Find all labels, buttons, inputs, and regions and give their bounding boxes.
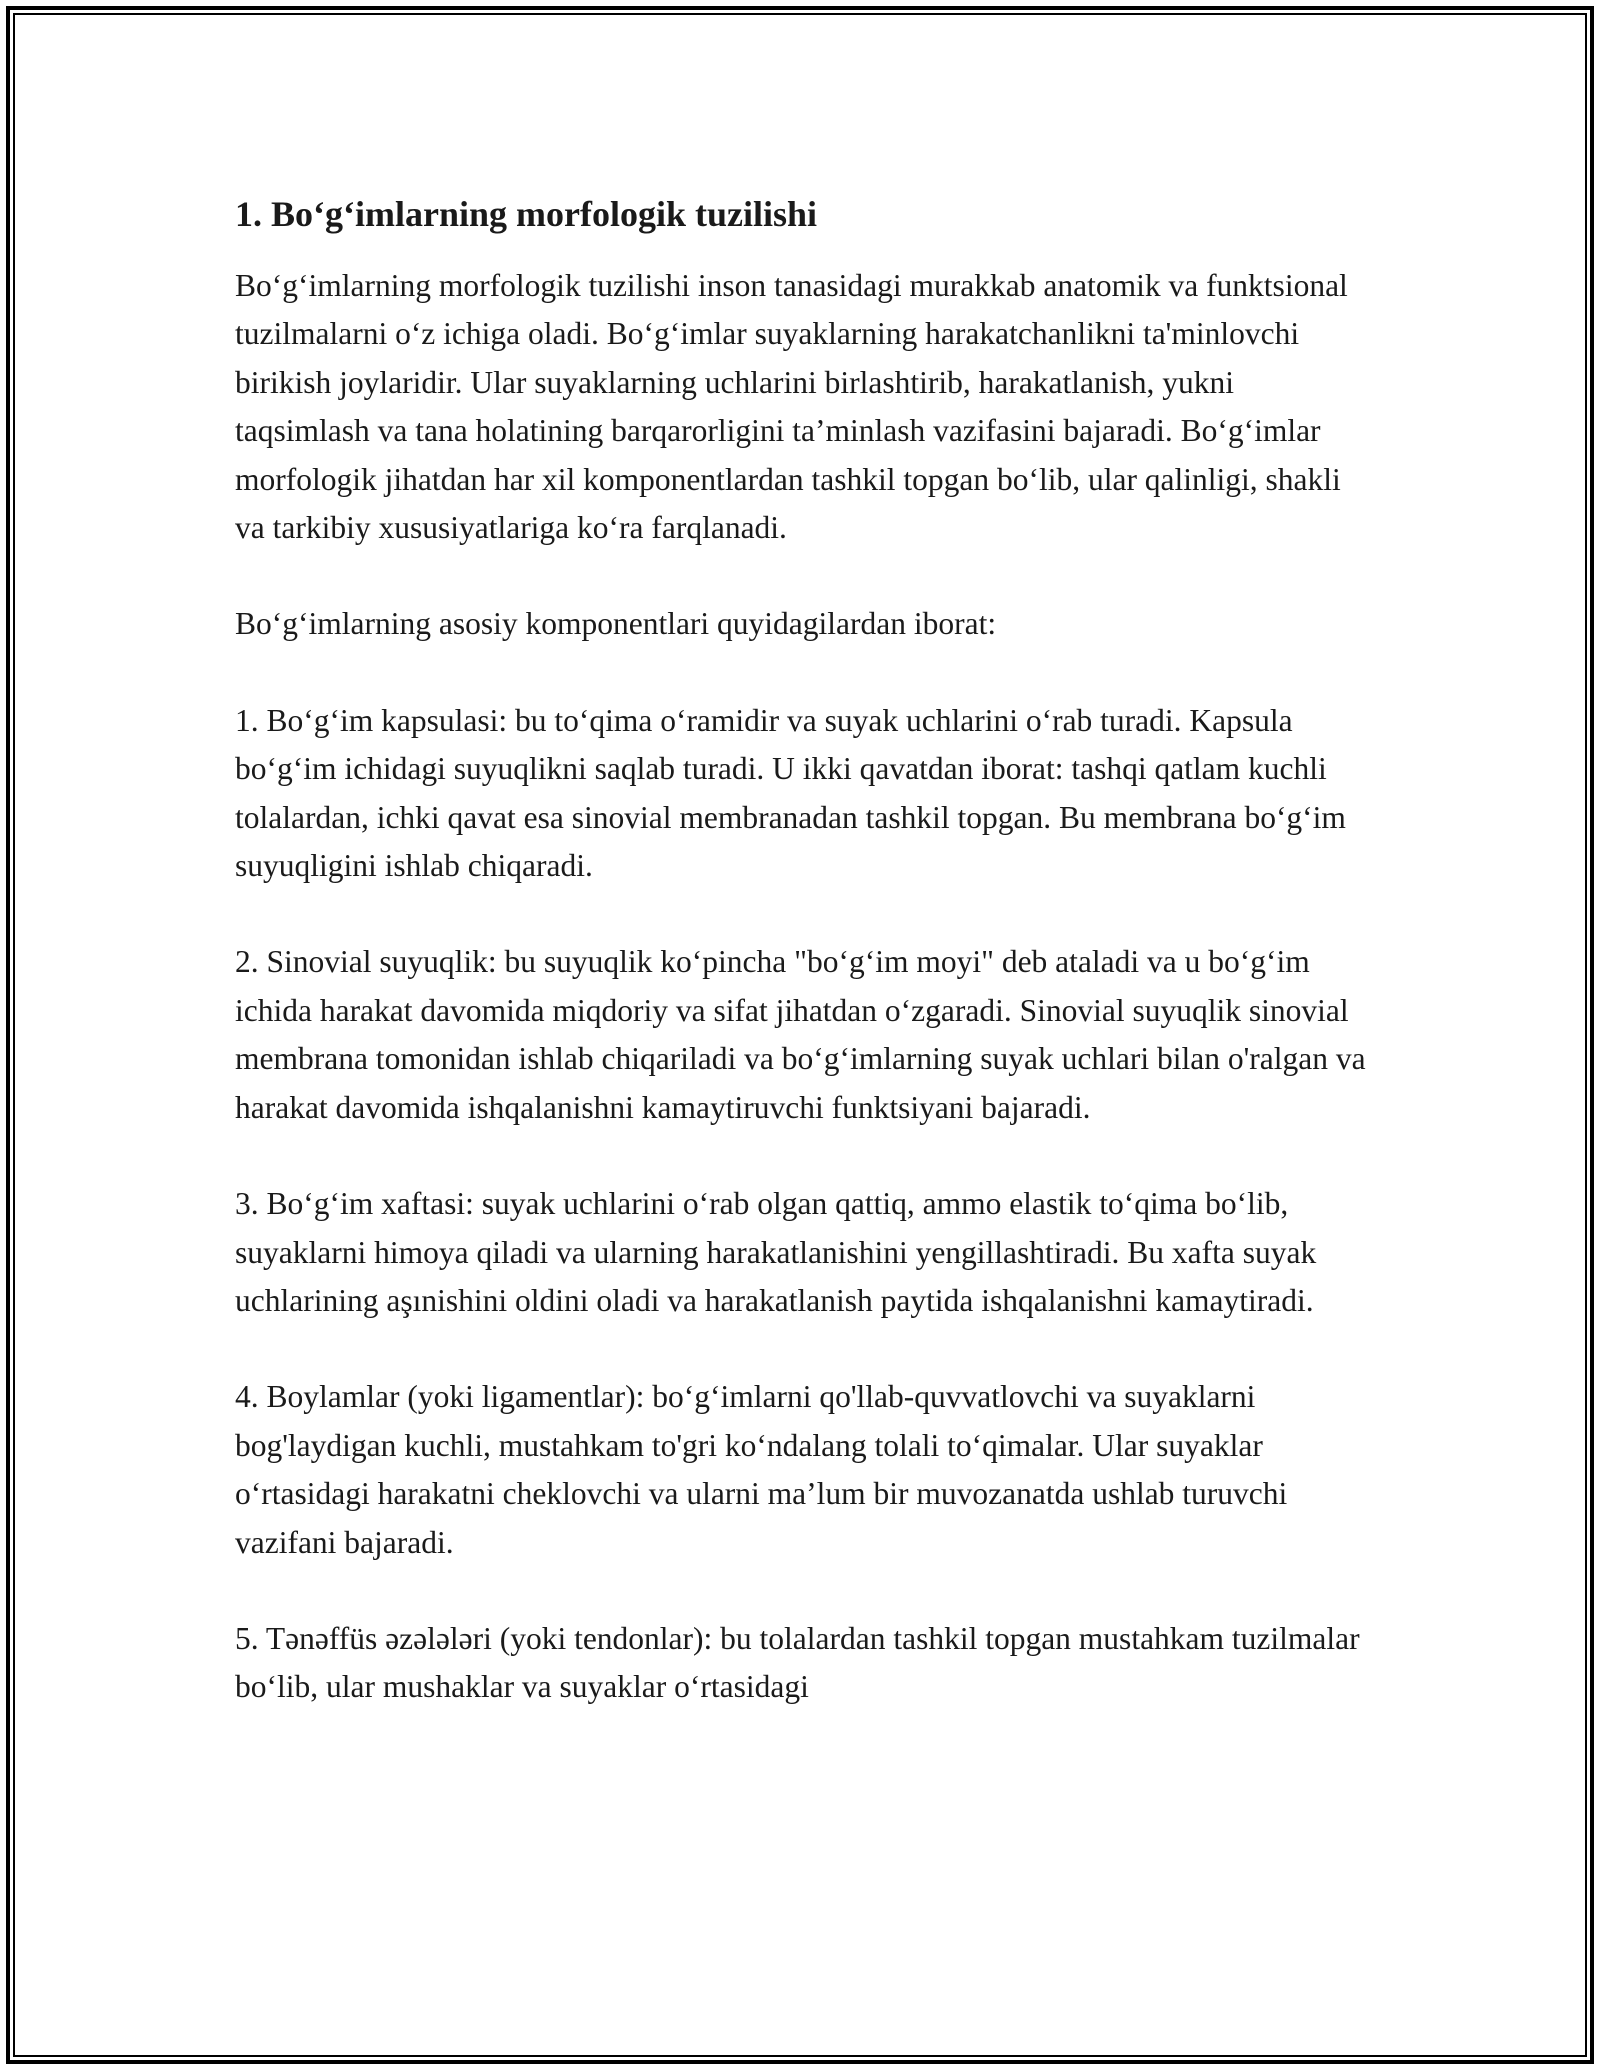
paragraph-intro: Bo‘g‘imlarning morfologik tuzilishi inson tanasidagi murakkab anatomik va funktsional tuzilmalarni o‘z ichiga oladi. Bo‘g‘imlar suyaklarning harakatchanlikni ta'minlovchi birikish joylaridir. Ular suyaklarning uchlarini birlashtirib, harakatlanish, yukni taqsimlash va tana holatining barqarorligini ta’minlash vazifasini bajaradi. Bo‘g‘imlar morfologik jihatdan har xil komponentlardan tashkil topgan bo‘lib, ular qalinligi, shakli va tarkibiy xususiyatlariga ko‘ra farqlanadi. — [235, 268, 1348, 546]
paragraph-item-2: 2. Sinovial suyuqlik: bu suyuqlik ko‘pincha "bo‘g‘im moyi" deb ataladi va u bo‘g‘im ichida harakat davomida miqdoriy va sifat jihatdan o‘zgaradi. Sinovial suyuqlik sinovial membrana tomonidan ishlab chiqariladi va bo‘g‘imlarning suyak uchlari bilan o'ralgan va harakat davomida ishqalanishni kamaytiruvchi funktsiyani bajaradi. — [235, 944, 1366, 1125]
document-title: 1. Bo‘g‘imlarning morfologik tuzilishi — [235, 194, 818, 234]
document-body — [235, 186, 1375, 1760]
paragraph-item-3: 3. Bo‘g‘im xaftasi: suyak uchlarini o‘rab olgan qattiq, ammo elastik to‘qima bo‘lib, suyaklarni himoya qiladi va ularning harakatlanishini yengillashtiradi. Bu xafta suyak uchlarining aşınishini oldini oladi va harakatlanish paytida ishqalanishni kamaytiradi. — [235, 1186, 1317, 1318]
paragraph-item-1: 1. Bo‘g‘im kapsulasi: bu to‘qima o‘ramidir va suyak uchlarini o‘rab turadi. Kapsula bo‘g‘im ichidagi suyuqlikni saqlab turadi. U ikki qavatdan iborat: tashqi qatlam kuchli tolalardan, ichki qavat esa sinovial membranadan tashkil topgan. Bu membrana bo‘g‘im suyuqligini ishlab chiqaradi. — [235, 702, 1346, 884]
paragraph-components-lead: Bo‘g‘imlarning asosiy komponentlari quyidagilardan iborat: — [235, 606, 997, 642]
paragraph-item-5: 5. Tənəffüs əzələləri (yoki tendonlar): bu tolalardan tashkil topgan mustahkam tuzilmalar bo‘lib, ular mushaklar va suyaklar o‘rtasidagi — [235, 1620, 1360, 1705]
paragraph-item-4: 4. Boylamlar (yoki ligamentlar): bo‘g‘imlarni qo'llab-quvvatlovchi va suyaklarni bog'laydigan kuchli, mustahkam to'gri ko‘ndalang tolali to‘qimalar. Ular suyaklar o‘rtasidagi harakatni cheklovchi va ularni ma’lum bir muvozanatda ushlab turuvchi vazifani bajaradi. — [235, 1379, 1288, 1560]
